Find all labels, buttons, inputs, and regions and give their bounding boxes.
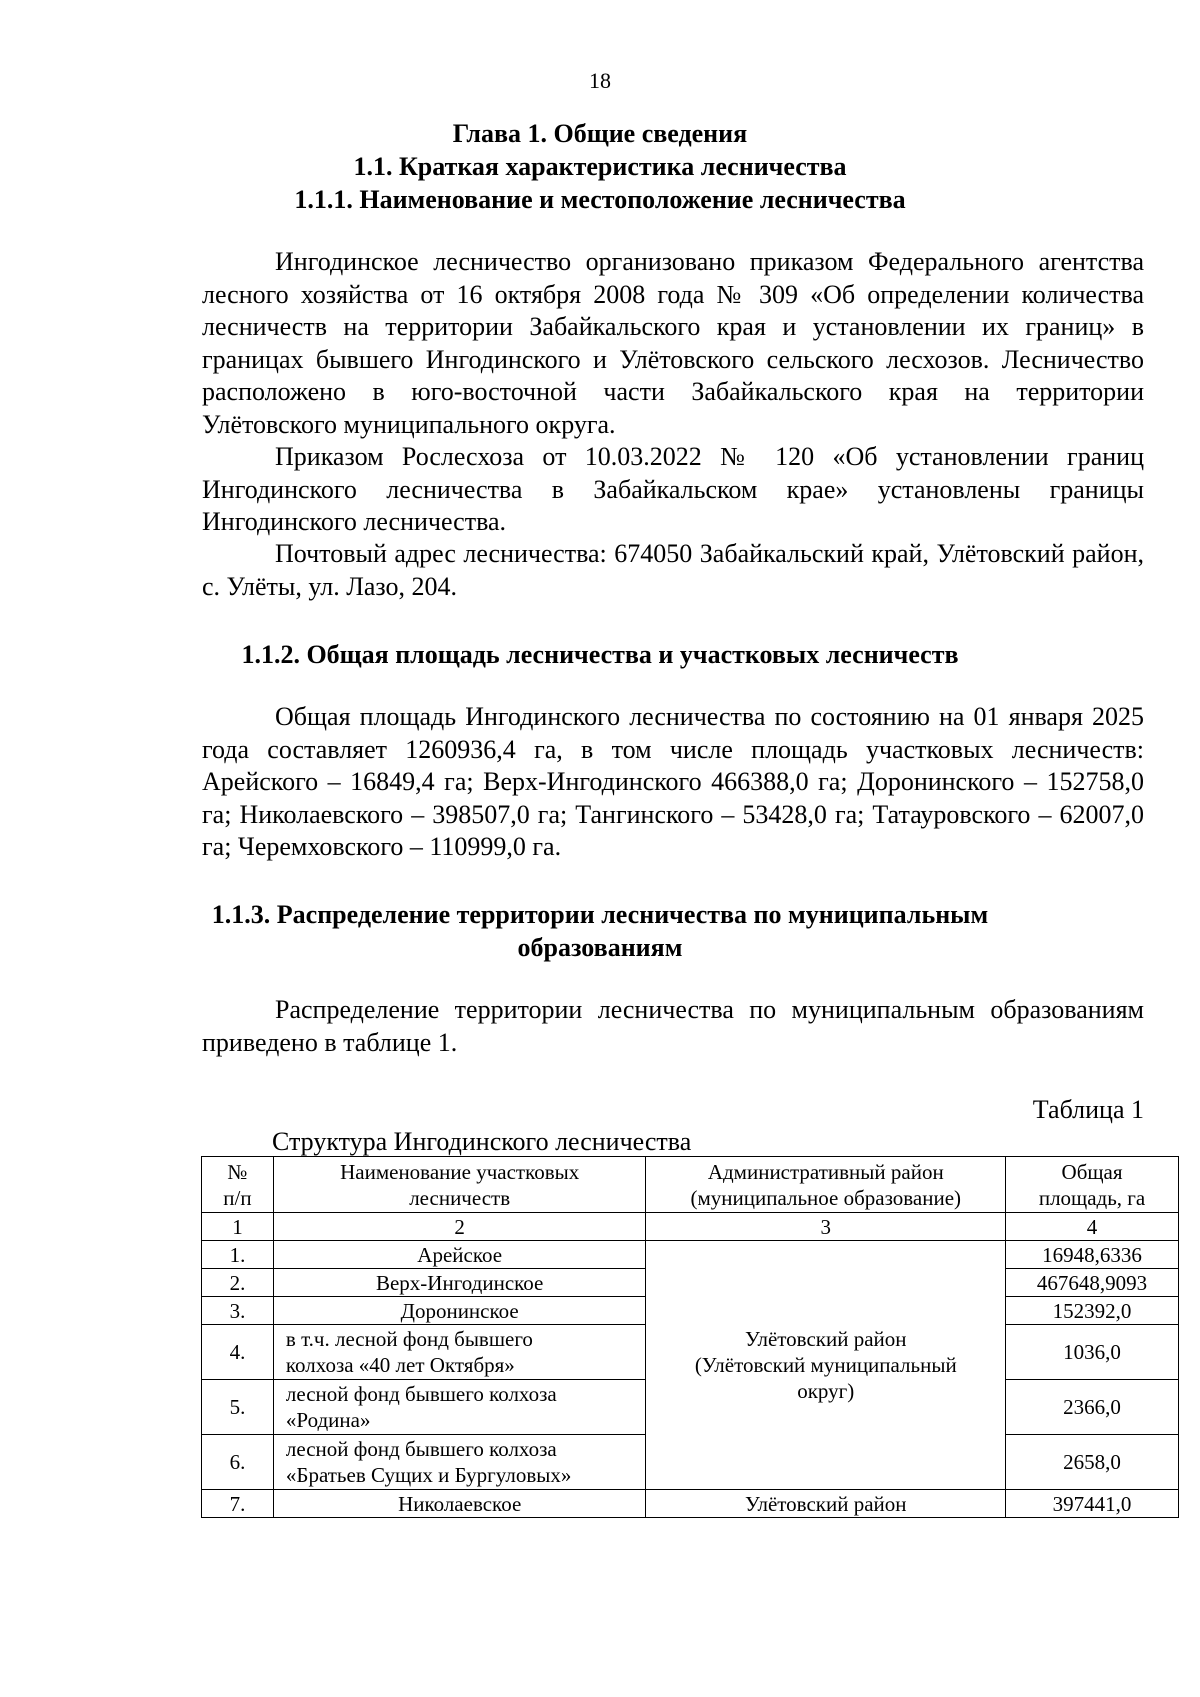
distribution-heading-line2: образованиям [517, 933, 683, 962]
row-area: 2366,0 [1006, 1380, 1179, 1435]
paragraph-boundaries: Приказом Рослесхоза от 10.03.2022 № 120 «Об установлении границ Ингодинского лесничества в Забайкальском крае» установлены границы Ингодинского лесничества. [202, 442, 1144, 536]
row-name: Доронинское [273, 1297, 646, 1325]
col-number: 3 [646, 1213, 1006, 1241]
row-num: 2. [202, 1269, 274, 1297]
area-heading: 1.1.2. Общая площадь лесничества и участковых лесничеств [241, 640, 959, 669]
row-name: в т.ч. лесной фонд бывшего колхоза «40 лет Октября» [273, 1325, 646, 1380]
row-num: 6. [202, 1435, 274, 1490]
header-area: Общая площадь, га [1006, 1157, 1179, 1213]
row-num: 1. [202, 1241, 274, 1269]
row-district: Улётовский район [646, 1490, 1006, 1518]
table-header-row [202, 1157, 1179, 1213]
row-name: Верх-Ингодинское [273, 1269, 646, 1297]
paragraph-distribution: Распределение территории лесничества по муниципальным образованиям приведено в таблице 1. [202, 995, 1144, 1057]
row-name: лесной фонд бывшего колхоза «Братьев Сущих и Бургуловых» [273, 1435, 646, 1490]
paragraph-organization: Ингодинское лесничество организовано приказом Федерального агентства лесного хозяйства от 16 октября 2008 года № 309 «Об определении количества лесничеств на территории Забайкальского края и установлении их границ» в границах бывшего Ингодинского и Улётовского сельского лесхозов. Лесничество расположено в юго-восточной части Забайкальского края на территории Улётовского муниципального округа. [202, 247, 1144, 439]
row-name: Арейское [273, 1241, 646, 1269]
row-num: 7. [202, 1490, 274, 1518]
row-area: 397441,0 [1006, 1490, 1179, 1518]
chapter-heading: Глава 1. Общие сведения [452, 119, 748, 148]
col-number: 2 [273, 1213, 646, 1241]
row-name: Николаевское [273, 1490, 646, 1518]
row-district-merged: Улётовский район (Улётовский муниципальный округ) [646, 1241, 1006, 1490]
paragraph-total-area: Общая площадь Ингодинского лесничества по состоянию на 01 января 2025 года составляет 1260936,4 га, в том числе площадь участковых лесничеств: Арейского – 16849,4 га; Верх-Ингодинского 466388,0 га; Доронинского – 152758,0 га; Николаевского – 398507,0 га; Тангинского – 53428,0 га; Татауровского – 62007,0 га; Черемховского – 110999,0 га. [202, 702, 1144, 861]
table-label: Таблица 1 [1032, 1095, 1144, 1124]
subsection-heading: 1.1.1. Наименование и местоположение лесничества [294, 185, 906, 214]
paragraph-address: Почтовый адрес лесничества: 674050 Забайкальский край, Улётовский район, с. Улёты, ул. Лазо, 204. [202, 539, 1144, 601]
col-number: 1 [202, 1213, 274, 1241]
row-area: 467648,9093 [1006, 1269, 1179, 1297]
row-num: 4. [202, 1325, 274, 1380]
table-row [202, 1241, 1179, 1269]
row-area: 1036,0 [1006, 1325, 1179, 1380]
distribution-heading-line1: 1.1.3. Распределение территории лесничества по муниципальным [211, 900, 989, 929]
row-area: 152392,0 [1006, 1297, 1179, 1325]
table-title: Структура Ингодинского лесничества [272, 1127, 692, 1156]
table-row [202, 1490, 1179, 1518]
col-number: 4 [1006, 1213, 1179, 1241]
column-number-row [202, 1213, 1179, 1241]
row-num: 3. [202, 1297, 274, 1325]
structure-table [201, 1156, 1179, 1518]
section-heading: 1.1. Краткая характеристика лесничества [353, 152, 847, 181]
header-district: Административный район (муниципальное образование) [646, 1157, 1006, 1213]
header-name: Наименование участковых лесничеств [273, 1157, 646, 1213]
row-area: 16948,6336 [1006, 1241, 1179, 1269]
header-num: № п/п [202, 1157, 274, 1213]
row-name: лесной фонд бывшего колхоза «Родина» [273, 1380, 646, 1435]
row-num: 5. [202, 1380, 274, 1435]
page-number: 18 [589, 68, 611, 93]
row-area: 2658,0 [1006, 1435, 1179, 1490]
